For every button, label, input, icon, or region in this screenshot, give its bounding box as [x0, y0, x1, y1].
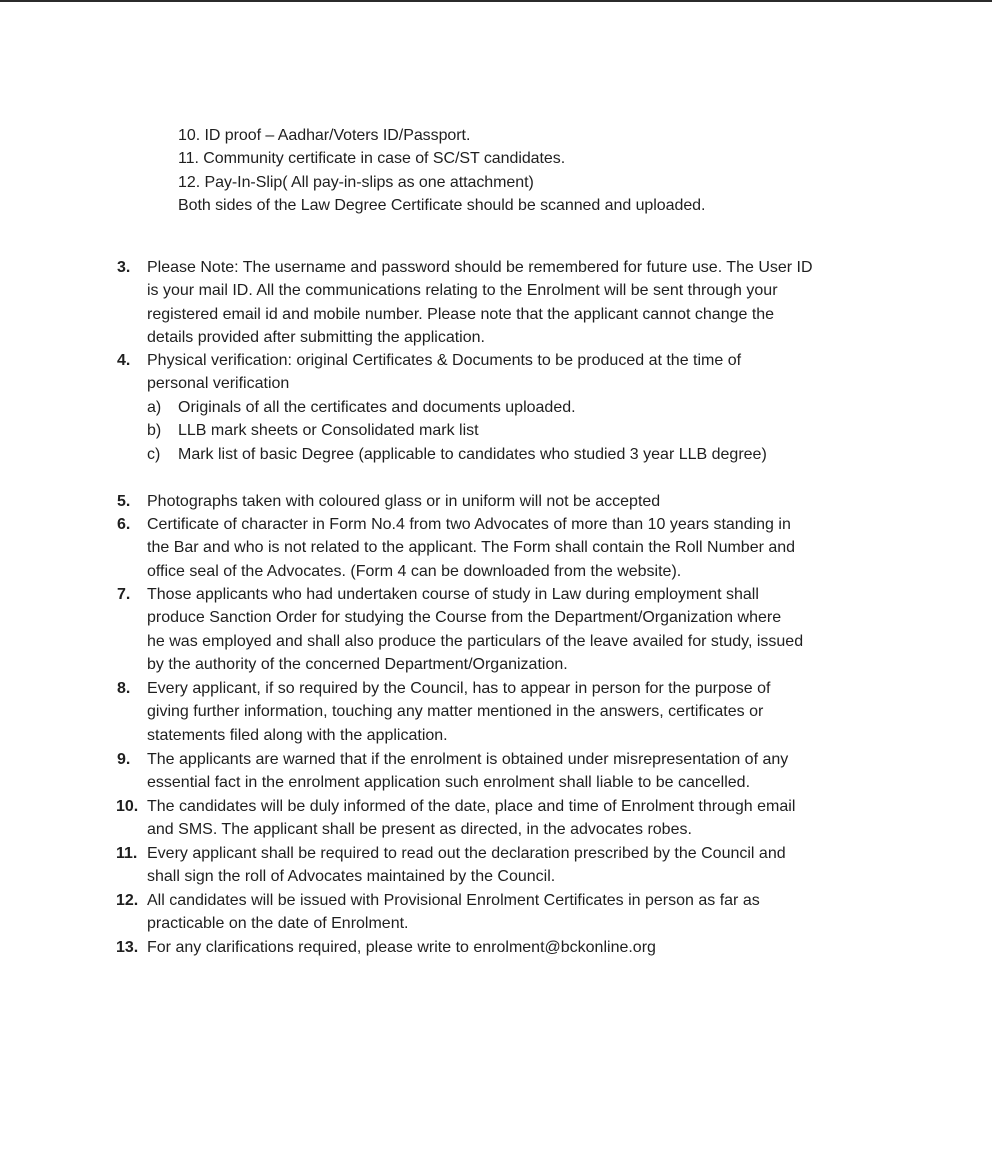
item-text: [147, 677, 877, 747]
subitem-text: Mark list of basic Degree (applicable to candidates who studied 3 year LLB degree): [178, 445, 767, 463]
text-line: essential fact in the enrolment application such enrolment shall liable to be cancelled.: [147, 774, 751, 792]
text-line: The applicants are warned that if the enrolment is obtained under misrepresentation of any: [147, 751, 789, 768]
subitem-a: [147, 396, 877, 419]
item-number: 11.: [116, 845, 138, 862]
item-number: 3.: [117, 259, 131, 276]
text-line: details provided after submitting the application.: [147, 329, 485, 347]
text-line: office seal of the Advocates. (Form 4 can be downloaded from the website).: [147, 562, 682, 580]
text-line: For any clarifications required, please write to enrolment@bckonline.org: [147, 939, 656, 956]
list-item-community-certificate: 11. Community certificate in case of SC/ST candidates.: [178, 150, 566, 168]
subitem-label: a): [147, 398, 162, 416]
item-text: [147, 795, 877, 842]
text-line: giving further information, touching any matter mentioned in the answers, certificates or: [147, 703, 764, 721]
item-text: [147, 256, 877, 350]
text-line: is your mail ID. All the communications relating to the Enrolment will be sent through your: [147, 282, 778, 300]
instruction-item-8: [117, 677, 877, 747]
item-text: [147, 842, 877, 889]
text-line: registered email id and mobile number. Please note that the applicant cannot change the: [147, 305, 775, 323]
item-text: [147, 583, 877, 677]
text-line: Photographs taken with coloured glass or in uniform will not be accepted: [147, 493, 661, 510]
subitem-text: LLB mark sheets or Consolidated mark list: [178, 422, 479, 440]
text-line: All candidates will be issued with Provisional Enrolment Certificates in person as far as: [147, 892, 760, 909]
text-line: Please Note: The username and password should be remembered for future use. The User ID: [147, 259, 813, 276]
text-line: the Bar and who is not related to the applicant. The Form shall contain the Roll Number and: [147, 539, 796, 557]
continued-document-list: [178, 124, 705, 218]
item-text: [147, 889, 877, 936]
item-number: 4.: [117, 352, 131, 369]
text-line: produce Sanction Order for studying the Course from the Department/Organization where: [147, 609, 782, 627]
list-item-pay-in-slip: 12. Pay-In-Slip( All pay-in-slips as one attachment): [178, 173, 534, 191]
text-line: Every applicant, if so required by the Council, has to appear in person for the purpose of: [147, 680, 771, 697]
text-line: and SMS. The applicant shall be present as directed, in the advocates robes.: [147, 821, 692, 839]
item-number: 5.: [117, 493, 131, 510]
text-line: Physical verification: original Certificates & Documents to be produced at the time of: [147, 352, 742, 369]
instruction-item-12: [117, 889, 877, 936]
item-text: [147, 748, 877, 795]
text-line: by the authority of the concerned Department/Organization.: [147, 656, 568, 674]
subitem-label: c): [147, 445, 161, 463]
item-number: 9.: [117, 751, 131, 768]
item-number: 13.: [116, 939, 139, 956]
instruction-item-11: [117, 842, 877, 889]
text-line: The candidates will be duly informed of the date, place and time of Enrolment through email: [147, 798, 796, 815]
item-number: 8.: [117, 680, 131, 697]
instruction-item-13: [117, 936, 877, 959]
item-number: 12.: [116, 892, 139, 909]
text-line: statements filed along with the application.: [147, 726, 448, 744]
law-degree-note: Both sides of the Law Degree Certificate should be scanned and uploaded.: [178, 197, 706, 215]
text-line: he was employed and shall also produce the particulars of the leave availed for study, issued: [147, 632, 804, 650]
instruction-item-3: [117, 256, 877, 350]
subitem-text: Originals of all the certificates and documents uploaded.: [178, 398, 576, 416]
item-number: 7.: [117, 586, 131, 603]
instruction-item-5: [117, 490, 877, 513]
instruction-item-6: [117, 513, 877, 583]
item-text: [147, 490, 877, 513]
subitem-label: b): [147, 422, 162, 440]
item-text: [147, 513, 877, 583]
subitem-c: [147, 443, 877, 466]
list-item-id-proof: 10. ID proof – Aadhar/Voters ID/Passport.: [178, 127, 471, 144]
text-line: Certificate of character in Form No.4 from two Advocates of more than 10 years standing in: [147, 516, 791, 533]
text-line: shall sign the roll of Advocates maintained by the Council.: [147, 868, 556, 886]
text-line: practicable on the date of Enrolment.: [147, 915, 409, 933]
item-text: [147, 349, 877, 396]
instruction-item-7: [117, 583, 877, 677]
instruction-item-9: [117, 748, 877, 795]
instruction-item-4: [117, 349, 877, 466]
subitem-b: [147, 419, 877, 442]
item-text: [147, 936, 877, 959]
text-line: Every applicant shall be required to read out the declaration prescribed by the Council and: [147, 845, 786, 862]
instruction-item-10: [117, 795, 877, 842]
text-line: personal verification: [147, 375, 290, 393]
item-number: 6.: [117, 516, 131, 533]
text-line: Those applicants who had undertaken course of study in Law during employment shall: [147, 586, 759, 603]
item-number: 10.: [116, 798, 139, 815]
